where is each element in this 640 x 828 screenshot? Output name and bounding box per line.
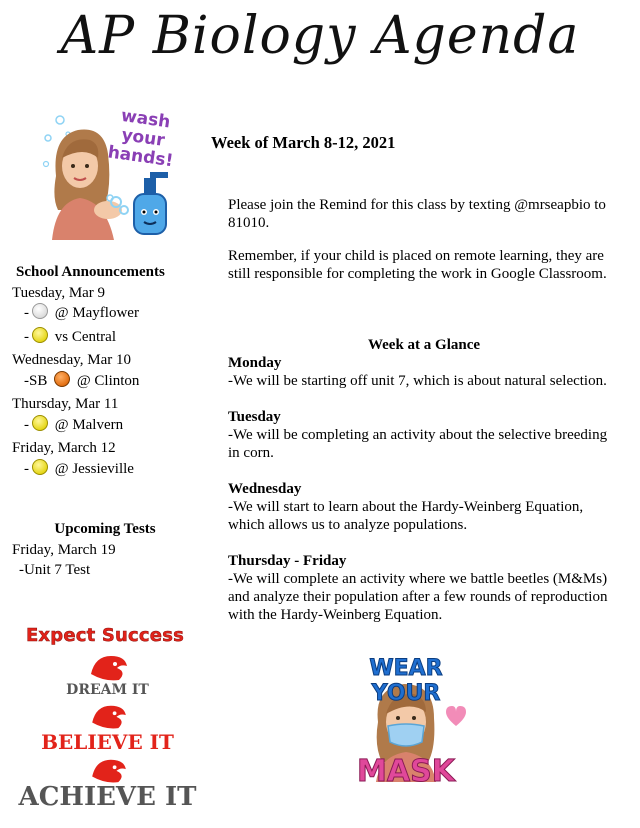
event-item xyxy=(12,371,212,392)
day-name: Monday xyxy=(228,355,282,371)
remote-learning-paragraph: Remember, if your child is placed on remote learning, they are still responsible for completing the work in Google Classroom. xyxy=(228,248,607,282)
mascot-logo-icon xyxy=(87,702,131,730)
wear-your-text: WEAR YOUR xyxy=(369,656,443,706)
announcements-panel xyxy=(12,262,212,482)
event-day: Tuesday, Mar 9 xyxy=(12,284,106,301)
wear-mask-sticker xyxy=(336,652,476,792)
day-name: Tuesday xyxy=(228,409,281,425)
tests-date: Friday, March 19 xyxy=(12,541,116,558)
event-item xyxy=(12,327,212,348)
mask-text: MASK xyxy=(357,754,455,789)
event-text: @ Mayflower xyxy=(51,305,139,321)
glance-day xyxy=(228,354,620,390)
day-name: Wednesday xyxy=(228,481,302,497)
motto-graphic xyxy=(15,650,200,820)
tests-item: -Unit 7 Test xyxy=(19,562,91,578)
glance-day xyxy=(228,408,620,462)
day-text: -We will start to learn about the Hardy-Weinberg Equation, which allows us to analyze populations. xyxy=(228,499,584,533)
softball-icon xyxy=(32,415,48,431)
day-text: -We will complete an activity where we battle beetles (M&Ms) and analyze their population after a few rounds of reproduction with the Hardy-Weinberg Equation. xyxy=(228,571,608,623)
event-text: @ Jessieville xyxy=(51,460,134,477)
mascot-logo-icon xyxy=(87,652,131,682)
event-text: @ Clinton xyxy=(73,372,140,389)
expect-success-heading: Expect Success xyxy=(25,625,185,646)
tests-title: Upcoming Tests xyxy=(54,521,156,537)
motto-achieve: ACHIEVE IT xyxy=(18,782,197,812)
event-prefix: - xyxy=(24,460,29,477)
softball-icon xyxy=(32,327,48,343)
wash-hands-text: wash your hands! xyxy=(106,105,175,172)
motto-believe: BELIEVE IT xyxy=(41,730,174,754)
softball-icon xyxy=(32,459,48,475)
glance-title: Week at a Glance xyxy=(367,337,481,353)
event-prefix: - xyxy=(24,305,29,321)
event-item xyxy=(12,303,212,324)
event-prefix: - xyxy=(24,328,29,345)
upcoming-tests-panel xyxy=(12,519,212,581)
wash-hands-sticker xyxy=(38,106,178,240)
remind-paragraph: Please join the Remind for this class by texting @mrseapbio to 81010. xyxy=(228,197,606,231)
mascot-logo-icon xyxy=(87,756,131,784)
events-list xyxy=(12,283,212,480)
week-at-a-glance xyxy=(228,336,620,624)
motto-dream: DREAM IT xyxy=(66,682,149,698)
event-text: @ Malvern xyxy=(51,416,124,433)
day-text: -We will be completing an activity about the selective breeding in corn. xyxy=(228,427,608,461)
event-item xyxy=(12,459,212,480)
event-day: Thursday, Mar 11 xyxy=(12,396,119,412)
event-day: Friday, March 12 xyxy=(12,440,116,456)
event-day: Wednesday, Mar 10 xyxy=(12,352,132,368)
page-title: AP Biology Agenda xyxy=(60,6,580,66)
event-prefix: -SB xyxy=(24,372,52,389)
event-prefix: - xyxy=(24,416,29,433)
event-item xyxy=(12,415,212,436)
announcements-title: School Announcements xyxy=(16,264,165,280)
baseball-icon xyxy=(32,303,48,319)
glance-day xyxy=(228,552,620,624)
day-text: -We will be starting off unit 7, which is about natural selection. xyxy=(228,373,607,389)
basketball-icon xyxy=(54,371,70,387)
week-heading: Week of March 8-12, 2021 xyxy=(211,133,396,152)
event-text: vs Central xyxy=(51,328,116,345)
glance-day xyxy=(228,480,620,534)
day-name: Thursday - Friday xyxy=(228,553,347,569)
